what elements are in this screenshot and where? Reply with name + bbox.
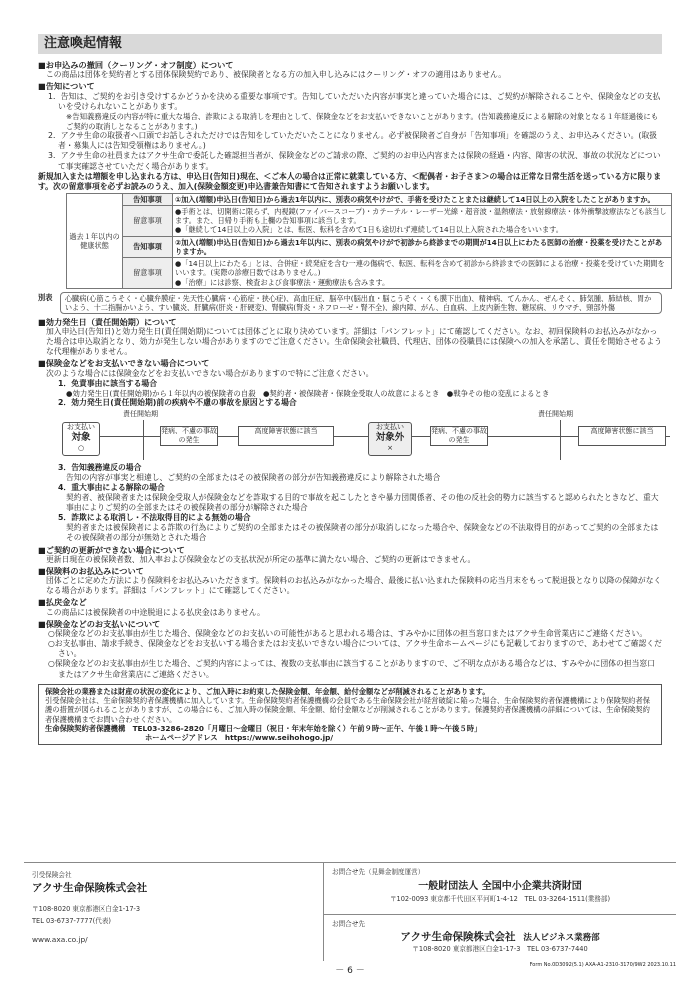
footer: [24, 862, 676, 972]
contact-1: [324, 863, 676, 915]
list-item: 3．告知義務違反の場合: [58, 462, 142, 472]
contact-name: 一般財団法人 全国中小企業共済財団: [418, 880, 582, 892]
effective-date-section: [38, 317, 662, 358]
table-key: 告知事項: [123, 193, 173, 205]
contact-address: 〒108-8020 東京都港区白金1-17-3 TEL 03-6737-7440: [412, 945, 588, 954]
table-key: 留意事項: [123, 206, 173, 237]
contact-title: [332, 931, 668, 945]
list-item: ○お支払事由、請求手続き、保険金などをお支払いする場合またはお支払いできない場合については、アクサ生命ホームページにも記載しておりますので、あわせてご確認ください。: [48, 639, 662, 659]
list-item: 1．免責事由に該当する場合: [58, 378, 157, 388]
target-label: 対象: [71, 431, 91, 443]
section-text: 団体ごとに定めた方法により保険料をお払込みいただきます。保険料のお払込みがなかった場合、最後に払い込まれた保険料の応当月末をもって脱退扱となり以降の保障がなくなる場合があります。詳細は「パンフレット」にて確認してください。: [46, 576, 662, 596]
underwriter-name: アクサ生命保険株式会社: [32, 881, 148, 894]
org-tel: TEL03-3286-2820「月曜日〜金曜日（祝日・年末年始を除く）午前９時〜正午、午後１時〜午後５時」: [132, 723, 482, 733]
list-item: 4．重大事由による解除の場合: [58, 482, 165, 492]
list-item: ○保険金などのお支払事由が生じた場合、保険金などのお支払いの可能性があると思われる場合は、すみやかに団体の担当窓口またはアクサ生命営業店にご連絡ください。: [48, 629, 648, 639]
list-text: 告知の内容が事実と相違し、ご契約の全部またはその被保険者の部分が告知義務違反により解除された場合: [66, 472, 441, 482]
note: ●「継続して14日以上の入院」とは、転医、転科を含めて1日も途切れず連続して14日以上入院された場合をいいます。: [175, 225, 563, 235]
list-text: 契約者または被保険者による詐欺の行為によりご契約の全部またはその被保険者の部分が取消しになった場合や、保険金などの不法取得目的があってご契約の全部またはその被保険者の部分が無効とされた場合: [66, 523, 659, 543]
table-cell: [173, 206, 672, 237]
disability-box: 高度障害状態に該当: [238, 426, 334, 446]
section-heading: ■ 効力発生日（責任開始期）について: [38, 317, 662, 327]
start-label: 責任開始期: [123, 409, 158, 418]
annex: [38, 292, 662, 314]
box-heading: 保険会社の業務または財産の状況の変化により、ご加入時にお約束した保険金額、年金額、給付金額などが削減されることがあります。: [45, 686, 490, 696]
box-text: 引受保険会社は、生命保険契約者保護機構に加入しています。生命保険契約者保護機構の会員である生命保険会社が経営破綻に陥った場合、生命保険契約者保護機構により保険契約者保護の措置が図られることがありますが、この場合にも、ご加入時の保険金額、年金額、給付金額などが削減されることがあります。保護契約者保護機構の詳細については、生命保険契約者保護機構までお問い合わせください。: [45, 696, 651, 724]
section-heading: ■ 保険料のお払込みについて: [38, 566, 662, 576]
section-text: 次のような場合には保険金などをお支払いできない場合がありますので特にご注意ください。: [46, 368, 374, 378]
contact-division: 法人ビジネス業務部: [523, 932, 600, 943]
form-number: Form No.0D3092(5.1) AXA-A1-2310-3170/9W2 2023.10.11: [529, 962, 676, 968]
table-key: 留意事項: [123, 258, 173, 289]
table-cell: [173, 258, 672, 289]
table-cell: ①加入(増額)申込日(告知日)から過去1年以内に、別表の病気やけがで、手術を受けたことまたは継続して14日以上の入院をしたことがありますか。: [173, 193, 672, 205]
footer-label: 引受保険会社: [32, 871, 72, 879]
list-item: 5．詐欺による取消し・不法取得目的による無効の場合: [58, 513, 251, 523]
timeline-diagram: [38, 410, 662, 462]
start-marker: [143, 420, 144, 460]
annex-text: 心臓病(心筋こうそく・心臓弁膜症・先天性心臓病・心筋症・狭心症)、高血圧症、脳卒中(脳出血・脳こうそく・くも膜下出血)、精神病、てんかん、ぜんそく、肺気腫、肺結核、胃かいよう、十二指腸かいよう、すい臓炎、肝臓病(肝炎・肝硬変)、腎臓病(腎炎・ネフローゼ・腎不全)、線内障、がん、白血病、上皮内新生物、糖尿病、リウマチ、頸部外傷: [60, 292, 662, 314]
annex-label: 別表: [38, 292, 53, 302]
illness-box: 発病、不慮の事故の発生: [161, 426, 217, 444]
premium-section: [38, 566, 662, 597]
box-contact: [45, 724, 655, 733]
cooling-off-section: [38, 60, 662, 80]
list-item: ○保険金などのお支払事由が生じた場合、ご契約内容によっては、複数の支払事由に該当することがありますので、ご不明な点がある場合などは、すみやかに団体の担当窓口またはアクサ生命営業店にご連絡ください。: [48, 659, 655, 679]
note: ●「治療」には診察、検査および食事療法・運動療法も含みます。: [175, 277, 390, 287]
start-label: 責任開始期: [538, 409, 573, 418]
pay-label: お支払い: [67, 422, 95, 431]
illness-box: 発病、不慮の事故の発生: [431, 426, 487, 444]
section-text: 更新日現在の被保険者数、加入率および保険金などの支払状況が所定の基準に満たない場合、ご契約の更新はできません。: [46, 554, 476, 564]
disability-box: 高度障害状態に該当: [578, 426, 666, 446]
page-title: 注意喚起情報: [38, 34, 662, 54]
underwriter-block: [24, 863, 324, 961]
list-item: 3．アクサ生命の社員またはアクサ生命で委託した確認担当者が、保険金などのご請求の際、ご契約のお申込内容または保険の経過・内容、障害の状況、事故の状況などについて事実確認させていただく場合があります。: [48, 151, 661, 171]
contact-2: [324, 915, 676, 959]
list-item: 2．アクサ生命の取扱者へ口頭でお話しされただけでは告知をしていただいたことになりません。必ず被保険者ご自身が「告知事項」を確認のうえ、お申込みください。(取扱者・募集人には告知受領権はありません。): [48, 131, 658, 151]
pay-tag: [62, 422, 100, 456]
underwriter-website[interactable]: www.axa.co.jp/: [32, 935, 88, 945]
contact-address: 〒102-0093 東京都千代田区平河町1-4-12 TEL 03-3264-1511(業務部): [389, 894, 611, 903]
excluded-label: 対象外: [375, 431, 405, 443]
underwriter-tel: TEL 03-6737-7777(代表): [32, 916, 112, 925]
disclosure-section: [38, 81, 662, 171]
table-cell: ②加入(増額)申込日(告知日)から過去1年以内に、別表の病気やけがで初診から終診までの期間が14日以上にわたる医師の治療・投薬を受けたことがありますか。: [173, 236, 672, 257]
section-text: 加入申込日(告知日)と効力発生日(責任開始期)については団体ごとに取り決めています。詳細は「パンフレット」にて確認してください。なお、初回保険料のお払込みがなかった場合は申込取消となり、効力が発生しない場合がありますのでご注意ください。生命保険会社職員、代理店、団体の役職員には保険への加入を承諾し、責任を開始させるような代理権がありません。: [46, 326, 662, 357]
footer-label: お問合せ先: [332, 920, 365, 928]
pay-tag: [368, 422, 412, 456]
pay-label: お支払い: [376, 422, 404, 431]
refund-section: [38, 597, 662, 617]
start-marker: [560, 420, 561, 460]
list-item: 2．効力発生日(責任開始期)前の疾病や不慮の事故を原因とする場合: [58, 398, 297, 408]
cross-mark: ×: [387, 443, 393, 452]
note: ●手術とは、切開術に限らず、内視鏡(ファイバースコープ)・カテーテル・レーザー光線・超音波・温熱療法・放射線療法・体外衝撃波療法なども該当します。また、日帰り手術も上欄の告知事項に該当します。: [175, 207, 667, 226]
section-heading: ■ 保険金などをお支払いできない場合について: [38, 358, 662, 368]
list-text: ●効力発生日(責任開始期)から１年以内の被保険者の自殺 ●契約者・被保険者・保険金受取人の故意によるとき ●戦争その他の変乱によるとき: [66, 388, 550, 398]
section-heading: 新規加入または増額を申し込まれる方は、申込日(告知日)現在、＜ご本人の場合は正常に就業している方、＜配偶者・お子さま＞の場合は正常な日常生活を送っている方に限ります。次の留意事項を必ずお読みのうえ、加入(保険金額変更)申込書兼告知書にて告知されますようお願いします。: [38, 171, 662, 191]
claims-section: [38, 619, 662, 680]
section-heading: ■ お申込みの撤回（クーリング・オフ制度）について: [38, 60, 662, 70]
org-name: 生命保険契約者保護機構: [45, 723, 126, 733]
footer-label: お問合せ先（見舞金制度運営）: [332, 868, 425, 876]
note: ●「14日以上にわたる」とは、合併症・続発症を含む一連の傷病で、転医、転科を含めて初診から終診までの医師による治療・投薬を受けていた期間をいいます。(実際の診療日数ではありません。): [175, 259, 665, 278]
protection-box: [38, 684, 662, 746]
section-heading: ■ 保険金などのお支払いについて: [38, 619, 662, 629]
circle-mark: ○: [77, 443, 85, 452]
new-enrollment-section: [38, 171, 667, 314]
contact-name: アクサ生命保険株式会社: [400, 930, 516, 943]
section-text: この商品には被保険者の中途脱退による払戻金はありません。: [46, 607, 265, 617]
page-number: － 6 －: [335, 966, 365, 976]
non-payment-section: [38, 358, 662, 543]
note: ※告知義務違反の内容が特に重大な場合、詐欺による取消しを理由として、保険金などをお支払いできないことがあります。(告知義務違反による解除の対象となる１年経過後にもご契約の取消しとなることがあります。): [66, 111, 659, 131]
list-text: 契約者、被保険者または保険金受取人が保険金などを詐取する目的で事故を起こしたときや暴力団関係者、その他の反社会的勢力に該当すると認められたときなど、重大事由によりご契約の全部またはその被保険者の部分が解除された場合: [66, 492, 659, 513]
table-key: 告知事項: [123, 236, 173, 257]
list-item: 1．告知は、ご契約をお引き受けするかどうかを決める重要な事項です。告知していただいた内容が事実と違っていた場合には、ご契約が解除されることや、保険金などの支払いを受けられないことがあります。: [48, 91, 661, 111]
underwriter-address: 〒108-8020 東京都港区白金1-17-3: [32, 905, 141, 914]
section-heading: ■ ご契約の更新ができない場合について: [38, 545, 662, 555]
org-homepage[interactable]: ホームページアドレス https://www.seihohogo.jp/: [145, 733, 334, 743]
section-heading: ■ 払戻金など: [38, 597, 662, 607]
health-table: [66, 193, 672, 289]
contact-block: [324, 863, 676, 961]
renewal-section: [38, 545, 662, 565]
group-label: 過去１年以内の健康状態: [67, 193, 123, 288]
section-heading: ■ 告知について: [38, 81, 662, 91]
section-text: この商品は団体を契約者とする団体保険契約であり、被保険者となる方の加入申し込みにはクーリング・オフの適用はありません。: [46, 70, 507, 80]
